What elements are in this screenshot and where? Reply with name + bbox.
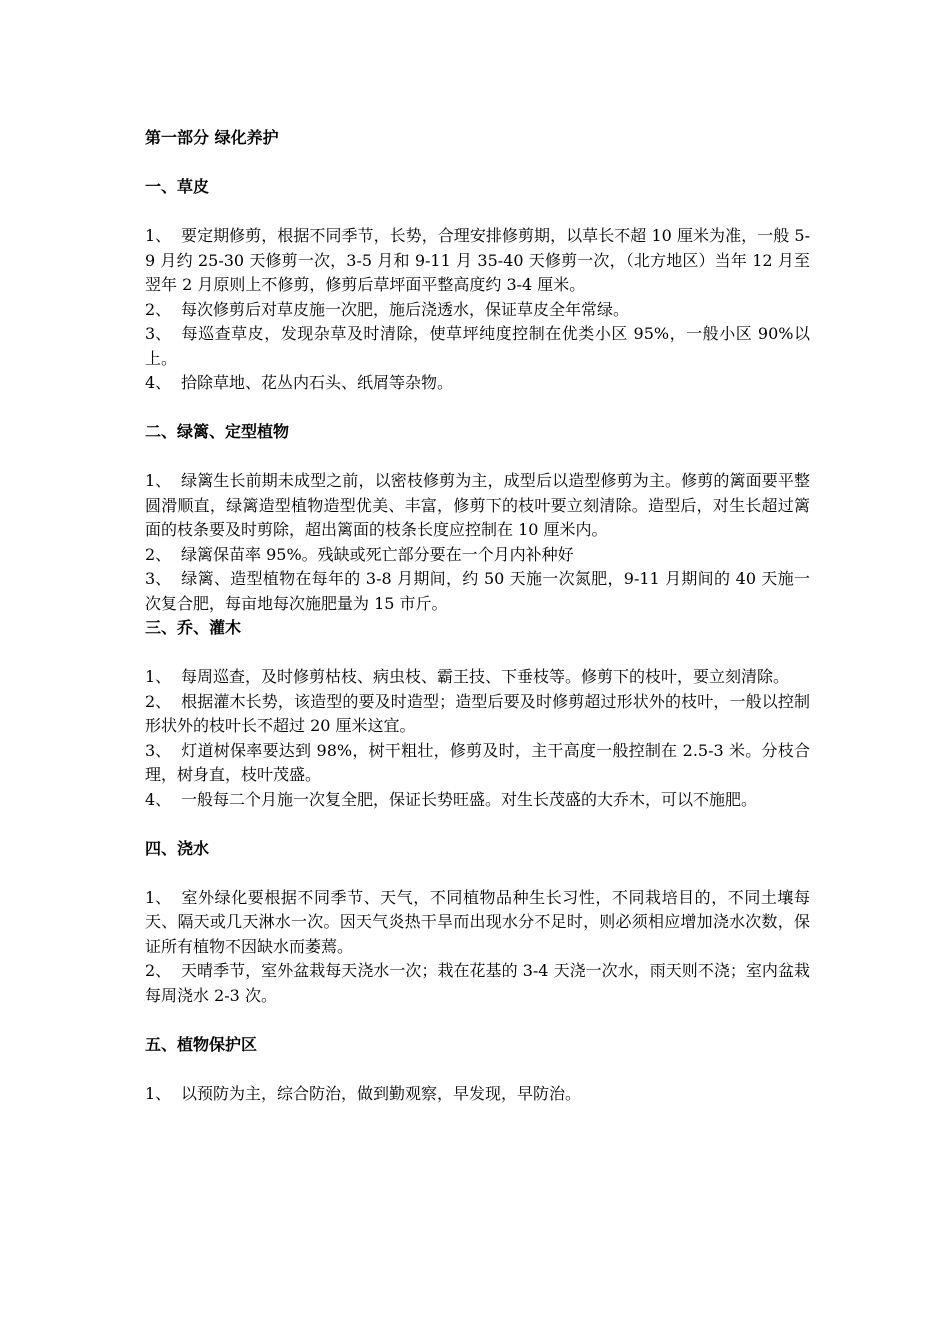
list-item: 3、 绿篱、造型植物在每年的 3-8 月期间，约 50 天施一次氮肥，9-11 月期间的 40 天施一次复合肥，每亩地每次施肥量为 15 市斤。 [145, 569, 810, 613]
list-item: 2、 绿篱保苗率 95%。残缺或死亡部分要在一个月内补种好 [145, 544, 574, 564]
section-title-trees-shrubs: 三、乔、灌木 [145, 618, 242, 637]
part-title: 第一部分 绿化养护 [145, 128, 279, 147]
list-item: 3、 灯道树保率要达到 98%，树干粗壮，修剪及时，主干高度一般控制在 2.5-3 米。分枝合理，树身直，枝叶茂盛。 [145, 740, 810, 784]
section-title-plant-protection: 五、植物保护区 [145, 1034, 258, 1054]
section-title-watering: 四、浇水 [145, 838, 210, 858]
list-item: 1、 要定期修剪，根据不同季节，长势，合理安排修剪期，以草长不超 10 厘米为准，一般 5-9 月约 25-30 天修剪一次，3-5 月和 9-11 月 35-40 天修剪一次，（北方地区）当年 12 月至翌年 2 月原则上不修剪，修剪后草坪面平整高度约 3-4 厘米。 [145, 226, 810, 294]
list-item: 2、 每次修剪后对草皮施一次肥，施后浇透水，保证草皮全年常绿。 [145, 299, 630, 319]
list-item: 1、 绿篱生长前期未成型之前，以密枝修剪为主，成型后以造型修剪为主。修剪的篱面要平整圆滑顺直，绿篱造型植物造型优美、丰富，修剪下的枝叶要立刻清除。造型后，对生长超过篱面的枝条要及时剪除，超出篱面的枝条长度应控制在 10 厘米内。 [145, 471, 810, 539]
section-title-lawn: 一、草皮 [145, 177, 210, 196]
list-item: 3、 每巡查草皮，发现杂草及时清除，使草坪纯度控制在优类小区 95%，一般小区 90%以上。 [145, 324, 810, 368]
section-title-hedge: 二、绿篱、定型植物 [145, 422, 290, 441]
list-item: 2、 根据灌木长势，该造型的要及时造型；造型后要及时修剪超过形状外的枝叶，一般以控制形状外的枝叶长不超过 20 厘米这宜。 [145, 691, 810, 735]
document-page [145, 126, 810, 1106]
list-item: 1、 每周巡查，及时修剪枯枝、病虫枝、霸王技、下垂枝等。修剪下的枝叶，要立刻清除。 [145, 667, 790, 686]
list-item: 4、 一般每二个月施一次复全肥，保证长势旺盛。对生长茂盛的大乔木，可以不施肥。 [145, 789, 758, 809]
list-item: 4、 拾除草地、花丛内石头、纸屑等杂物。 [145, 373, 454, 392]
list-item: 1、 室外绿化要根据不同季节、天气，不同植物品种生长习性，不同栽培目的，不同土壤每天、隔天或几天淋水一次。因天气炎热干旱而出现水分不足时，则必须相应增加浇水次数，保证所有植物不因缺水而萎蔫。 [145, 887, 810, 956]
list-item: 1、 以预防为主，综合防治，做到勤观察，早发现，早防治。 [145, 1083, 582, 1103]
list-item: 2、 天晴季节，室外盆栽每天浇水一次；栽在花基的 3-4 天浇一次水，雨天则不浇；室内盆栽每周浇水 2-3 次。 [145, 961, 810, 1005]
